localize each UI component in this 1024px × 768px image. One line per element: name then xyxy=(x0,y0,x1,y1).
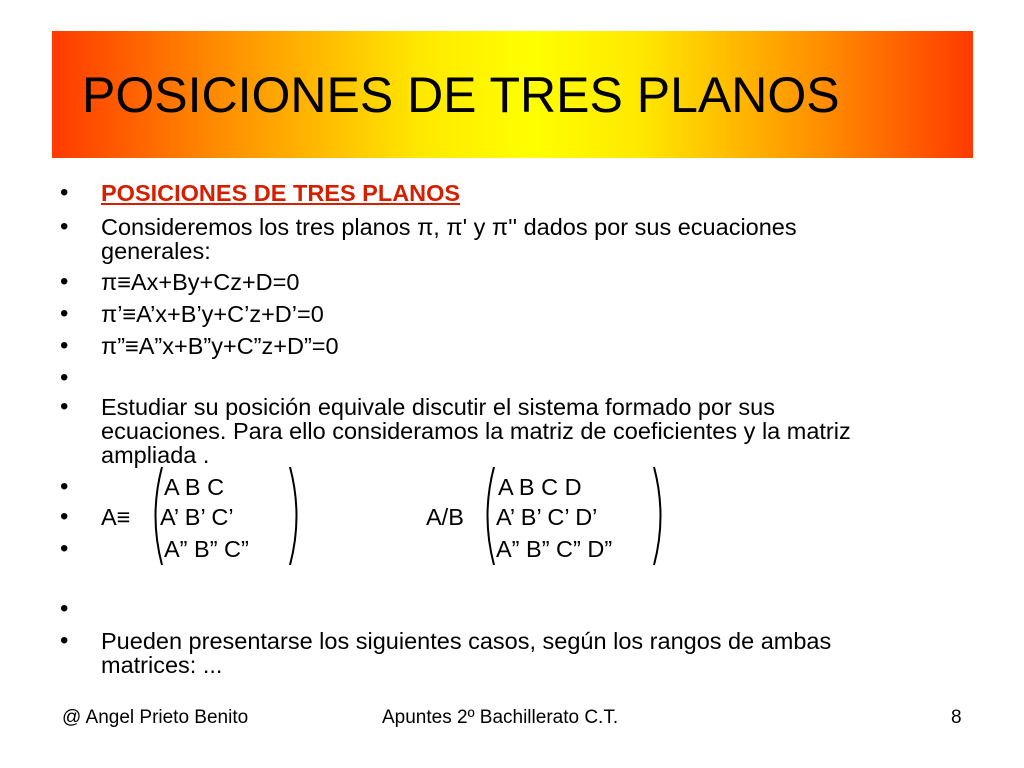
matrix-a-row: A’ B’ C’ xyxy=(160,504,234,530)
matrix-ab-row: A B C D xyxy=(498,474,582,500)
bullet-marker: • xyxy=(60,503,69,530)
right-paren-icon xyxy=(286,463,306,569)
plane-equation-3: π”≡A”x+B”y+C”z+D”=0 xyxy=(101,333,339,359)
bullet-marker: • xyxy=(60,393,69,420)
footer-course: Apuntes 2º Bachillerato C.T. xyxy=(382,707,619,728)
cases-text-line1: Pueden presentarse los siguientes casos, según los rangos de ambas xyxy=(101,628,832,654)
bullet-marker: • xyxy=(60,473,69,500)
bullet-marker: • xyxy=(60,364,69,391)
matrix-ab-label: A/B xyxy=(426,504,464,530)
matrix-ab-row: A” B” C” D” xyxy=(496,536,613,562)
matrix-a-row: A B C xyxy=(164,474,225,500)
bullet-marker: • xyxy=(60,300,69,327)
plane-equation-2: π’≡A’x+B’y+C’z+D’=0 xyxy=(101,301,324,327)
bullet-marker: • xyxy=(60,179,69,206)
footer-author: @ Angel Prieto Benito xyxy=(62,707,249,728)
bullet-marker: • xyxy=(60,332,69,359)
matrix-ab-row: A’ B’ C’ D’ xyxy=(496,504,598,530)
bullet-marker: • xyxy=(60,627,69,654)
plane-equation-1: π≡Ax+By+Cz+D=0 xyxy=(101,269,300,295)
right-paren-icon xyxy=(650,463,670,569)
cases-text-line2: matrices: ... xyxy=(101,652,223,678)
bullet-marker: • xyxy=(60,268,69,295)
section-heading: POSICIONES DE TRES PLANOS xyxy=(101,180,461,206)
slide-number: 8 xyxy=(951,707,962,728)
slide-title: POSICIONES DE TRES PLANOS xyxy=(82,67,840,123)
study-text-line2: ecuaciones. Para ello consideramos la matriz de coeficientes y la matriz xyxy=(101,418,851,444)
bullet-marker: • xyxy=(60,213,69,240)
matrix-a-label: A≡ xyxy=(101,504,131,530)
intro-text-line2: generales: xyxy=(101,238,211,264)
intro-text-line1: Consideremos los tres planos π, π' y π'' dados por sus ecuaciones xyxy=(101,214,797,240)
bullet-marker: • xyxy=(60,595,69,622)
study-text-line3: ampliada . xyxy=(101,442,210,468)
matrix-a-row: A” B” C” xyxy=(164,536,249,562)
left-paren-icon xyxy=(478,463,498,569)
study-text-line1: Estudiar su posición equivale discutir el sistema formado por sus xyxy=(101,394,775,420)
bullet-marker: • xyxy=(60,535,69,562)
